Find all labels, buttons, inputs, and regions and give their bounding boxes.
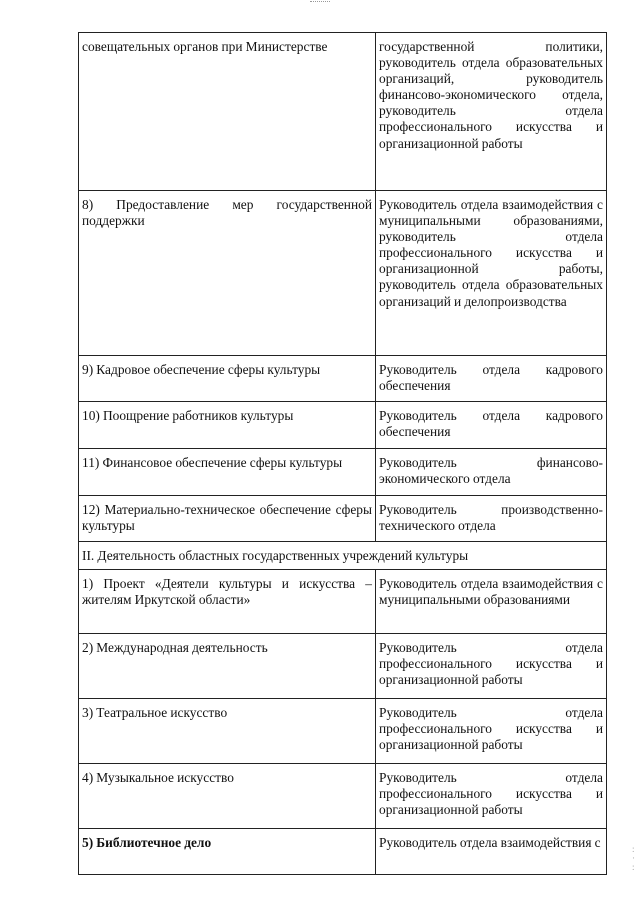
task-cell: 11) Финансовое обеспечение сферы культуры	[79, 449, 376, 496]
section-heading-row	[79, 542, 607, 570]
responsible-cell: Руководитель отдела взаимодействия с муниципальными образованиями, руководитель отдела профессионального искусства и организационной работы, руководитель отдела образовательных организаций и делопроизводства	[376, 191, 607, 356]
table-row	[79, 570, 607, 634]
responsibility-table	[78, 32, 607, 875]
table-row	[79, 402, 607, 449]
task-cell: 2) Международная деятельность	[79, 634, 376, 699]
table-row	[79, 449, 607, 496]
responsible-cell: Руководитель финансово-экономического отдела	[376, 449, 607, 496]
responsible-cell: Руководитель отдела профессионального искусства и организационной работы	[376, 634, 607, 699]
page-top-mark	[310, 1, 330, 4]
scan-edge-mark: : · :	[632, 844, 635, 872]
task-cell: 3) Театральное искусство	[79, 699, 376, 764]
task-cell: 9) Кадровое обеспечение сферы культуры	[79, 356, 376, 402]
table-row	[79, 829, 607, 875]
task-cell: 1) Проект «Деятели культуры и искусства – жителям Иркутской области»	[79, 570, 376, 634]
responsible-cell: Руководитель отдела профессионального искусства и организационной работы	[376, 764, 607, 829]
task-cell: 8) Предоставление мер государственной поддержки	[79, 191, 376, 356]
table-row	[79, 634, 607, 699]
table-row	[79, 191, 607, 356]
table-row	[79, 33, 607, 191]
responsible-cell: государственной политики, руководитель отдела образовательных организаций, руководитель финансово-экономического отдела, руководитель отдела профессионального искусства и организационной работы	[376, 33, 607, 191]
table-row	[79, 356, 607, 402]
task-cell: 5) Библиотечное дело	[79, 829, 376, 875]
responsible-cell: Руководитель отдела кадрового обеспечения	[376, 402, 607, 449]
task-cell: 4) Музыкальное искусство	[79, 764, 376, 829]
task-cell: 10) Поощрение работников культуры	[79, 402, 376, 449]
task-cell: 12) Материально-техническое обеспечение сферы культуры	[79, 496, 376, 542]
section-heading: II. Деятельность областных государственных учреждений культуры	[79, 542, 607, 570]
responsible-cell: Руководитель производственно-технического отдела	[376, 496, 607, 542]
responsible-cell: Руководитель отдела профессионального искусства и организационной работы	[376, 699, 607, 764]
table-row	[79, 764, 607, 829]
table-row	[79, 699, 607, 764]
table-row	[79, 496, 607, 542]
responsible-cell: Руководитель отдела взаимодействия с муниципальными образованиями	[376, 570, 607, 634]
task-cell: совещательных органов при Министерстве	[79, 33, 376, 191]
responsible-cell: Руководитель отдела взаимодействия с	[376, 829, 607, 875]
responsible-cell: Руководитель отдела кадрового обеспечения	[376, 356, 607, 402]
